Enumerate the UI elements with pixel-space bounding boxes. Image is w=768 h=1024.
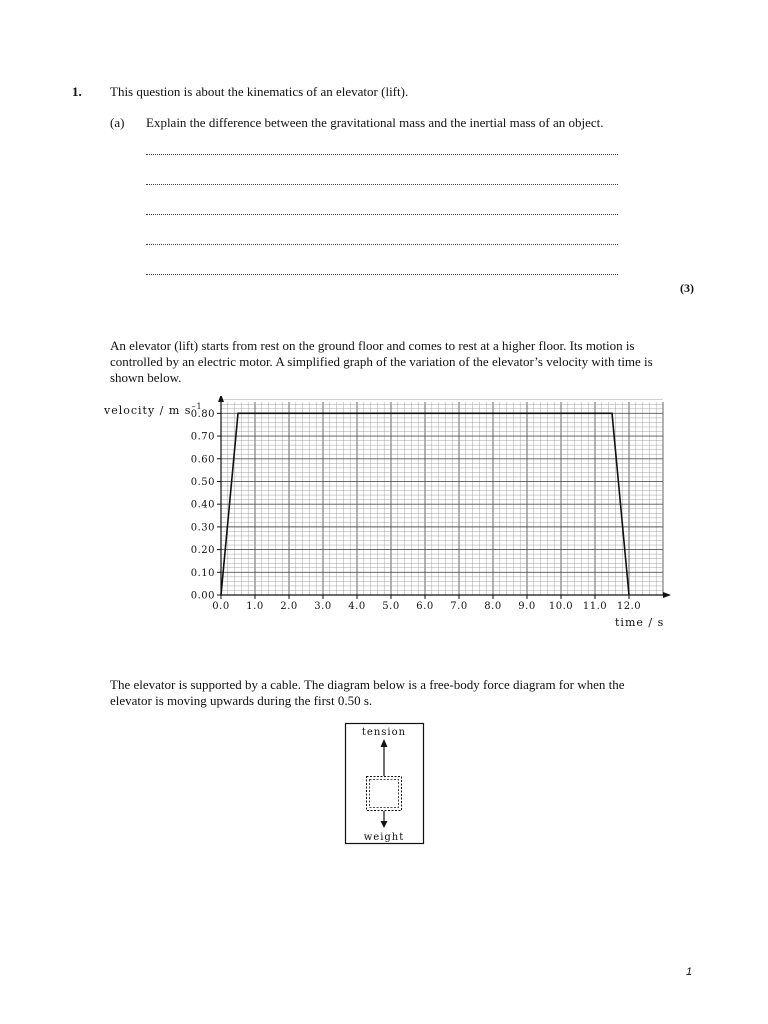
free-body-diagram <box>344 722 426 846</box>
x-tick-label: 3.0 <box>314 601 332 612</box>
x-tick-label: 1.0 <box>246 601 264 612</box>
y-axis-label: velocity / m $s^{-1}$ <box>104 402 203 417</box>
question-intro: This question is about the kinematics of an elevator (lift). <box>110 84 409 99</box>
x-axis-label: time / s <box>615 616 665 629</box>
answer-line-5[interactable] <box>146 272 618 275</box>
weight-label: weight <box>363 832 405 843</box>
elevator-box-inner <box>370 780 399 808</box>
page-number: 1 <box>686 966 693 978</box>
x-tick-label: 7.0 <box>450 601 468 612</box>
tension-label: tension <box>361 727 407 738</box>
x-tick-label: 2.0 <box>280 601 298 612</box>
answer-line-4[interactable] <box>146 242 618 245</box>
x-tick-label: 11.0 <box>582 601 608 612</box>
tension-arrow-head <box>381 739 388 747</box>
y-tick-label: 0.10 <box>190 567 215 579</box>
y-tick-label: 0.00 <box>190 590 215 602</box>
answer-line-1[interactable] <box>146 152 618 155</box>
x-axis-arrow <box>663 592 671 598</box>
question-number: 1. <box>72 84 82 99</box>
part-a-label: (a) <box>110 115 125 130</box>
y-tick-labels <box>191 409 221 602</box>
cable-description: The elevator is supported by a cable. The diagram below is a free-body force diagram for when the elevator is moving upwards during the first 0.50 s. <box>110 677 625 708</box>
x-tick-label: 8.0 <box>484 601 502 612</box>
y-axis-arrow <box>218 396 224 402</box>
y-tick-label: 0.60 <box>190 454 215 466</box>
x-tick-label: 6.0 <box>416 601 434 612</box>
x-tick-label: 9.0 <box>518 601 536 612</box>
x-tick-label: 12.0 <box>616 601 642 612</box>
x-tick-label: 0.0 <box>212 601 230 612</box>
part-a-marks: (3) <box>680 281 694 295</box>
x-tick-label: 10.0 <box>548 601 574 612</box>
elevator-box-outer <box>367 777 402 811</box>
elevator-description: An elevator (lift) starts from rest on the ground floor and comes to rest at a higher floor. Its motion is controlled by an electric motor. A simplified graph of the variation of the elevator’s velocity with time is shown below. <box>110 338 653 385</box>
y-tick-label: 0.40 <box>190 499 215 511</box>
graph-grid <box>221 400 663 595</box>
y-tick-label: 0.80 <box>190 408 215 420</box>
part-a-text: Explain the difference between the gravitational mass and the inertial mass of an object. <box>146 115 604 130</box>
answer-line-2[interactable] <box>146 182 618 185</box>
velocity-time-graph <box>100 396 680 636</box>
x-tick-labels <box>212 595 641 612</box>
y-tick-label: 0.20 <box>190 545 215 557</box>
y-tick-label: 0.70 <box>190 431 215 443</box>
x-tick-label: 5.0 <box>382 601 400 612</box>
weight-arrow-head <box>381 821 388 828</box>
x-tick-label: 4.0 <box>348 601 366 612</box>
answer-line-3[interactable] <box>146 212 618 215</box>
y-tick-label: 0.50 <box>190 476 215 488</box>
y-tick-label: 0.30 <box>190 522 215 534</box>
